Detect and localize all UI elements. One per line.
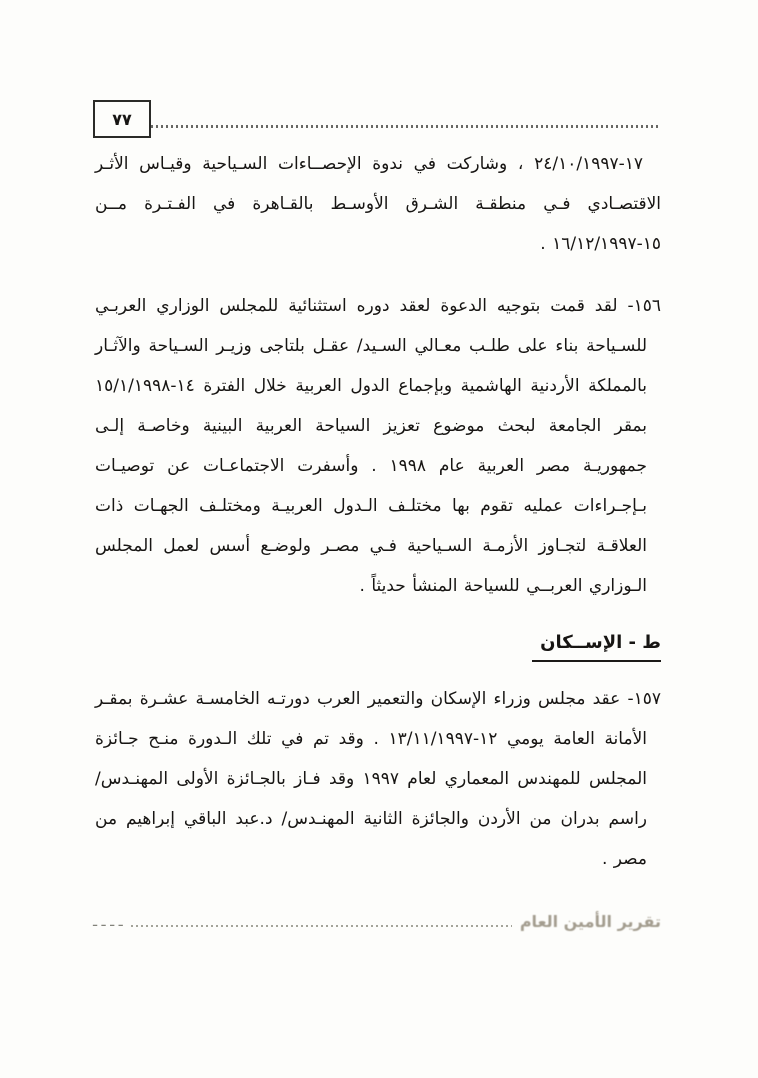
section-heading-housing: ط - الإســكان xyxy=(532,632,661,662)
item-157-paragraph: ١٥٧- عقد مجلس وزراء الإسكان والتعمير العرب دورتـه الخامسـة عشـرة بمقـر الأمانة العامة يومي ١٢-١٣/١١/١٩٩٧ . وقد تم في تلك الـدورة منـح جـائزة المجلس للمهندس المعماري لعام ١٩٩٧ وقد فـاز بالجـائزة الأولى المهنـدس/ راسم بدران من الأردن والجائزة الثانية المهنـدس/ د.عبد الباقي إبراهيم من مصر . xyxy=(95,689,661,869)
footer-stamp-text: تقرير الأمين العام xyxy=(519,912,661,931)
page-header xyxy=(93,100,661,138)
section-heading-row xyxy=(95,632,661,653)
footer-dashes: ـ ـ ـ ـ xyxy=(93,913,123,930)
paragraph-continuation: ١٧-٢٤/١٠/١٩٩٧ ، وشاركت في ندوة الإحصــاءات السـياحية وقيـاس الأثـر الاقتصـادي فـي منطقـة الشـرق الأوسـط بالقـاهرة في الفـتـرة مــن ١٥-١٦/١٢/١٩٩٧ . xyxy=(95,154,661,254)
page-number-box xyxy=(93,100,151,138)
page-number: ٧٧ xyxy=(112,109,132,129)
page-footer xyxy=(93,912,661,931)
header-dotted-line xyxy=(151,125,661,128)
document-body xyxy=(95,144,661,901)
footer-dotted-line xyxy=(131,925,512,927)
item-156-paragraph: ١٥٦- لقد قمت بتوجيه الدعوة لعقد دوره استثنائية للمجلس الوزاري العربـي للسـياحة بناء على طلـب معـالي السـيد/ عقـل بلتاجى وزيـر السـياحة والآثـار بالمملكة الأردنية الهاشمية وبإجماع الدول العربية خلال الفترة ١٤-١٥/١/١٩٩٨ بمقر الجامعة لبحث موضوع تعزيز السياحة العربية البينية وخاصـة إلـى جمهوريـة مصر العربية عام ١٩٩٨ . وأسفرت الاجتماعـات عن توصيـات بـإجـراءات عمليه تقوم بها مختلـف الـدول العربيـة ومختلـف الجهـات ذات العلاقـة لتجـاوز الأزمـة السـياحية فـي مصـر ولوضـع أسس لعمل المجلس الـوزاري العربــي للسياحة المنشأ حديثاً . xyxy=(95,296,661,596)
